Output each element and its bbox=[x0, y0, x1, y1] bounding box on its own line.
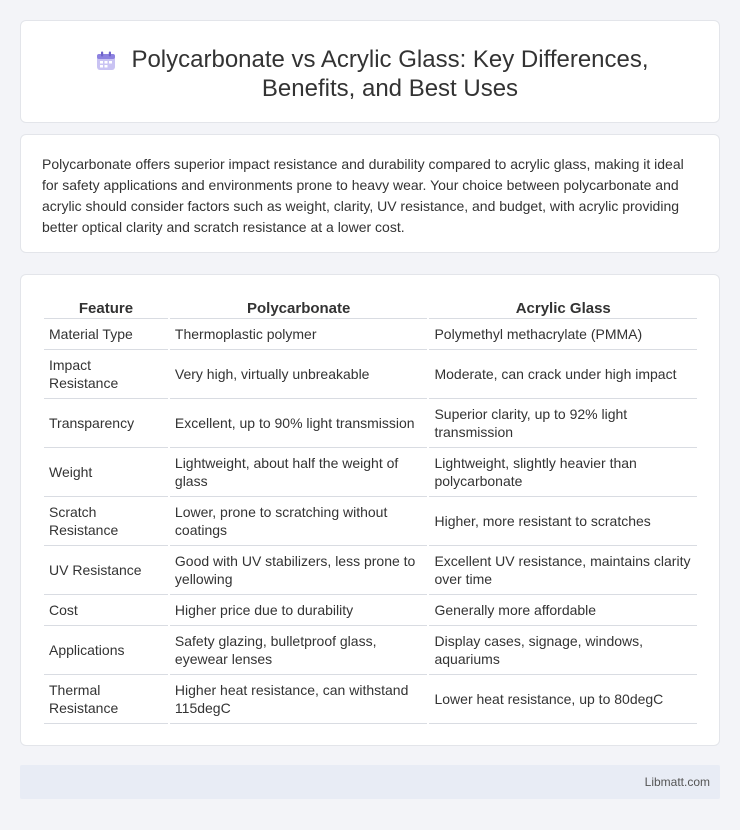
table-row bbox=[44, 350, 697, 399]
footer-site-link[interactable]: Libmatt.com bbox=[644, 775, 710, 789]
polycarbonate-cell: Very high, virtually unbreakable bbox=[170, 350, 428, 399]
acrylic-cell: Display cases, signage, windows, aquariums bbox=[429, 626, 697, 675]
feature-cell: Thermal Resistance bbox=[44, 675, 168, 724]
comparison-table bbox=[42, 296, 699, 724]
title-card bbox=[20, 20, 720, 123]
feature-cell: Impact Resistance bbox=[44, 350, 168, 399]
intro-paragraph: Polycarbonate offers superior impact resistance and durability compared to acrylic glass, making it ideal for safety applications and environments prone to heavy wear. Your choice between polycarbonate and acrylic should consider factors such as weight, clarity, UV resistance, and budget, with acrylic providing better optical clarity and scratch resistance at a lower cost. bbox=[42, 156, 684, 235]
feature-cell: UV Resistance bbox=[44, 546, 168, 595]
column-header-feature: Feature bbox=[44, 296, 168, 319]
feature-cell: Transparency bbox=[44, 399, 168, 448]
acrylic-cell: Superior clarity, up to 92% light transmission bbox=[429, 399, 697, 448]
polycarbonate-cell: Lower, prone to scratching without coatings bbox=[170, 497, 428, 546]
footer-bar bbox=[20, 765, 720, 799]
polycarbonate-cell: Lightweight, about half the weight of glass bbox=[170, 448, 428, 497]
table-row bbox=[44, 595, 697, 626]
acrylic-cell: Lightweight, slightly heavier than polycarbonate bbox=[429, 448, 697, 497]
polycarbonate-cell: Good with UV stabilizers, less prone to yellowing bbox=[170, 546, 428, 595]
feature-cell: Material Type bbox=[44, 319, 168, 350]
column-header-polycarbonate: Polycarbonate bbox=[170, 296, 428, 319]
page-title: Polycarbonate vs Acrylic Glass: Key Differences, Benefits, and Best Uses bbox=[131, 46, 649, 102]
acrylic-cell: Generally more affordable bbox=[429, 595, 697, 626]
acrylic-cell: Higher, more resistant to scratches bbox=[429, 497, 697, 546]
title-wrap bbox=[21, 45, 719, 103]
table-header-row bbox=[44, 296, 697, 319]
table-row bbox=[44, 448, 697, 497]
acrylic-cell: Lower heat resistance, up to 80degC bbox=[429, 675, 697, 724]
polycarbonate-cell: Thermoplastic polymer bbox=[170, 319, 428, 350]
acrylic-cell: Moderate, can crack under high impact bbox=[429, 350, 697, 399]
feature-cell: Weight bbox=[44, 448, 168, 497]
table-row bbox=[44, 675, 697, 724]
feature-cell: Applications bbox=[44, 626, 168, 675]
comparison-card bbox=[20, 274, 720, 746]
table-row bbox=[44, 497, 697, 546]
table-row bbox=[44, 319, 697, 350]
calendar-icon bbox=[95, 50, 117, 72]
feature-cell: Cost bbox=[44, 595, 168, 626]
acrylic-cell: Excellent UV resistance, maintains clarity over time bbox=[429, 546, 697, 595]
table-row bbox=[44, 626, 697, 675]
polycarbonate-cell: Safety glazing, bulletproof glass, eyewear lenses bbox=[170, 626, 428, 675]
polycarbonate-cell: Excellent, up to 90% light transmission bbox=[170, 399, 428, 448]
table-row bbox=[44, 546, 697, 595]
acrylic-cell: Polymethyl methacrylate (PMMA) bbox=[429, 319, 697, 350]
feature-cell: Scratch Resistance bbox=[44, 497, 168, 546]
intro-card bbox=[20, 134, 720, 253]
polycarbonate-cell: Higher price due to durability bbox=[170, 595, 428, 626]
table-row bbox=[44, 399, 697, 448]
polycarbonate-cell: Higher heat resistance, can withstand 115degC bbox=[170, 675, 428, 724]
column-header-acrylic: Acrylic Glass bbox=[429, 296, 697, 319]
